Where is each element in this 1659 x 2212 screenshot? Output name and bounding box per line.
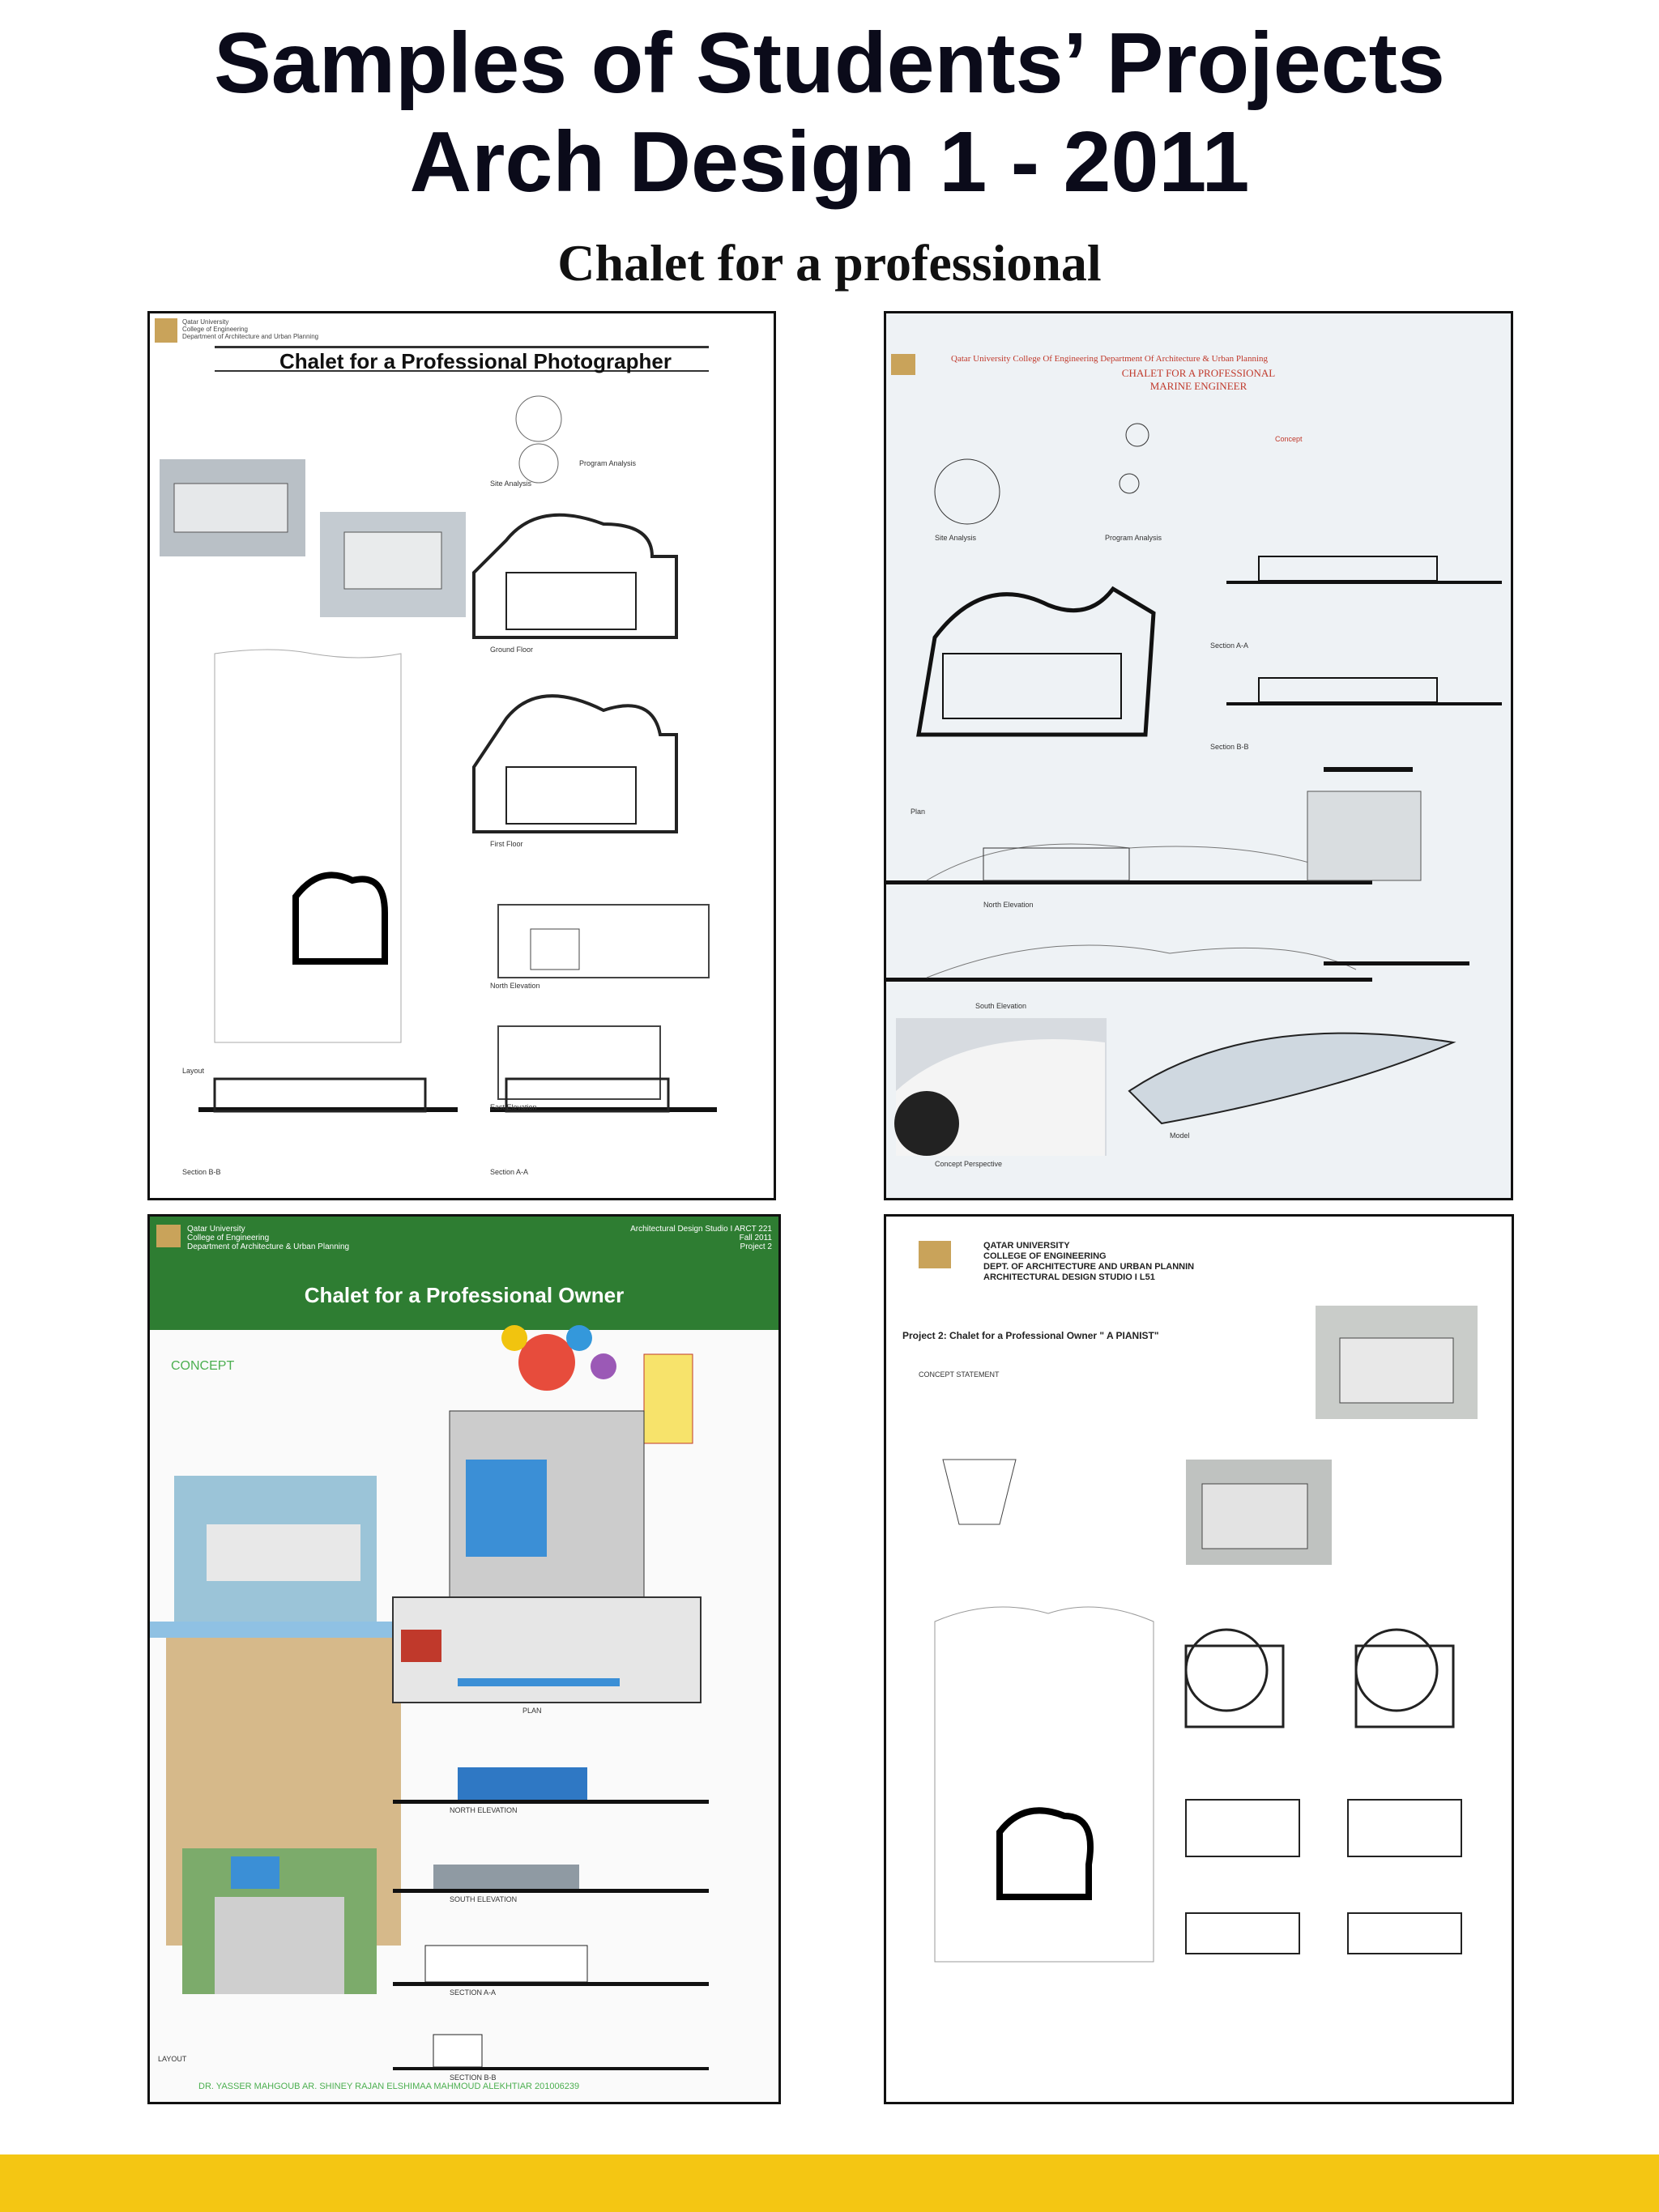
poster-label: South Elevation bbox=[975, 1002, 1027, 1010]
institution-line: College of Engineering bbox=[187, 1234, 270, 1242]
poster-label: SECTION A-A bbox=[450, 1988, 497, 1997]
poster-pianist bbox=[884, 1214, 1514, 2104]
institution-line: College of Engineering bbox=[182, 326, 248, 333]
institution-line: DEPT. OF ARCHITECTURE AND URBAN PLANNIN bbox=[983, 1262, 1195, 1272]
poster-label: Layout bbox=[182, 1067, 205, 1075]
poster-label: NORTH ELEVATION bbox=[450, 1806, 518, 1814]
poster-photographer-title: Chalet for a Professional Photographer bbox=[279, 349, 672, 373]
poster-label: Section B-B bbox=[182, 1168, 221, 1176]
poster-label: Site Analysis bbox=[935, 534, 977, 542]
poster-marine-engineer-drawings bbox=[886, 313, 1511, 1198]
institution-line: Qatar University bbox=[182, 318, 229, 326]
poster-label: PLAN bbox=[522, 1707, 542, 1715]
poster-photographer-drawings bbox=[150, 313, 774, 1198]
poster-label: SECTION B-B bbox=[450, 2073, 497, 2082]
institution-line: COLLEGE OF ENGINEERING bbox=[983, 1251, 1107, 1261]
poster-label: Model bbox=[1170, 1132, 1190, 1140]
poster-owner-studio bbox=[630, 1225, 772, 1251]
university-logo bbox=[156, 1225, 181, 1247]
poster-marine-header: Qatar University College Of Engineering Department Of Architecture & Urban Planning bbox=[951, 354, 1268, 364]
institution-line: Qatar University bbox=[187, 1225, 245, 1234]
bottom-accent-bar bbox=[0, 2154, 1659, 2212]
poster-pianist-drawings bbox=[886, 1217, 1512, 2102]
poster-label: Ground Floor bbox=[490, 646, 534, 654]
page-title-line2: Arch Design 1 - 2011 bbox=[409, 114, 1250, 210]
poster-owner-title: Chalet for a Professional Owner bbox=[304, 1283, 625, 1307]
poster-label: SOUTH ELEVATION bbox=[450, 1895, 518, 1903]
poster-label: Program Analysis bbox=[579, 459, 637, 467]
institution-line: QATAR UNIVERSITY bbox=[983, 1241, 1070, 1251]
page-subtitle: Chalet for a professional bbox=[557, 234, 1102, 292]
institution-line: ARCHITECTURAL DESIGN STUDIO I L51 bbox=[983, 1272, 1155, 1282]
institution-line: Department of Architecture & Urban Planning bbox=[187, 1242, 350, 1251]
poster-owner-drawings bbox=[150, 1217, 778, 2102]
poster-label: LAYOUT bbox=[158, 2055, 187, 2063]
poster-photographer-institution bbox=[182, 318, 318, 340]
studio-line: Architectural Design Studio I ARCT 221 bbox=[630, 1225, 772, 1234]
poster-pianist-project-title: Project 2: Chalet for a Professional Owner " A PIANIST" bbox=[902, 1330, 1159, 1341]
poster-marine-concept-heading: Concept bbox=[1275, 435, 1303, 443]
poster-pianist-concept-heading: CONCEPT STATEMENT bbox=[919, 1370, 1000, 1379]
poster-marine-engineer bbox=[884, 311, 1513, 1200]
poster-label: Section A-A bbox=[490, 1168, 529, 1176]
poster-professional-owner bbox=[147, 1214, 781, 2104]
project-line: Project 2 bbox=[740, 1242, 772, 1251]
poster-photographer bbox=[147, 311, 776, 1200]
poster-owner-concept-heading: CONCEPT bbox=[171, 1359, 235, 1373]
poster-label: First Floor bbox=[490, 840, 523, 848]
institution-line: Department of Architecture and Urban Planning bbox=[182, 333, 319, 340]
university-logo bbox=[919, 1241, 951, 1268]
poster-label: Section B-B bbox=[1210, 743, 1249, 751]
poster-label: Site Analysis bbox=[490, 479, 532, 488]
poster-marine-title-line2: MARINE ENGINEER bbox=[1149, 380, 1247, 392]
poster-label: North Elevation bbox=[490, 982, 540, 990]
poster-owner-institution bbox=[187, 1225, 349, 1251]
poster-label: East Elevation bbox=[490, 1103, 537, 1111]
page-title-line1: Samples of Students’ Projects bbox=[214, 15, 1445, 111]
poster-label: Program Analysis bbox=[1105, 534, 1162, 542]
term-line: Fall 2011 bbox=[739, 1234, 772, 1242]
poster-label: Section A-A bbox=[1210, 641, 1249, 650]
poster-owner-footer: DR. YASSER MAHGOUB AR. SHINEY RAJAN ELSHIMAA MAHMOUD ALEKHTIAR 201006239 bbox=[198, 2082, 580, 2091]
poster-marine-title-line1: CHALET FOR A PROFESSIONAL bbox=[1121, 367, 1276, 379]
poster-label: Plan bbox=[911, 808, 926, 816]
university-logo bbox=[155, 318, 177, 343]
poster-pianist-institution bbox=[983, 1241, 1194, 1283]
poster-label: Concept Perspective bbox=[935, 1160, 1003, 1168]
poster-label: North Elevation bbox=[983, 901, 1034, 909]
